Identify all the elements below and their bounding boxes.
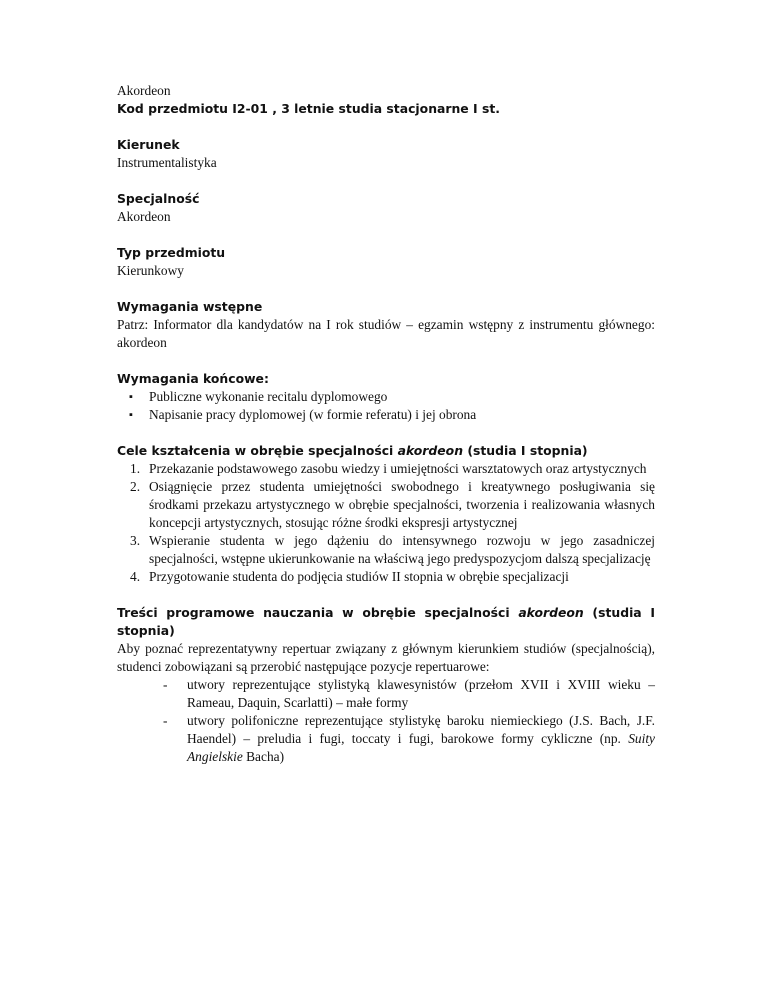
list-item: 2. Osiągnięcie przez studenta umiejętności swobodnego i kreatywnego posługiwania się środkami przekazu artystycznego w obrębie specjalności, tworzenia i realizowania własnych koncepcji artystycznych, stosując różne środki ekspresji artystycznej [130,479,655,530]
tresci-intro-text: Aby poznać reprezentatywny repertuar związany z głównym kierunkiem studiów (specjalnością), studenci zobowiązani są przerobić następujące pozycje repertuarowe: [117,641,655,674]
list-item: 4. Przygotowanie studenta do podjęcia studiów II stopnia w obrębie specjalizacji [130,569,569,584]
course-code-heading: Kod przedmiotu I2-01 , 3 letnie studia stacjonarne I st. [117,101,500,116]
kierunek-value: Instrumentalistyka [117,155,217,170]
typ-przedmiotu-value: Kierunkowy [117,263,184,278]
cele-ksztalcenia-heading: Cele kształcenia w obrębie specjalności akordeon (studia I stopnia) [117,443,588,458]
wymagania-koncowe-list [117,388,655,424]
typ-przedmiotu-label: Typ przedmiotu [117,245,226,260]
tresci-programowe-heading: Treści programowe nauczania w obrębie specjalności akordeon (studia I stopnia) [117,605,655,638]
wymagania-koncowe-label: Wymagania końcowe: [117,371,269,386]
document-title: Akordeon [117,83,171,98]
list-item: 3. Wspieranie studenta w jego dążeniu do intensywnego rozwoju w jego zasadniczej specjalności, wstępne ukierunkowanie na właściwą jego predyspozycjom dalszą specjalizację [130,533,655,566]
kierunek-label: Kierunek [117,137,180,152]
list-item: - utwory reprezentujące stylistyką klawesynistów (przełom XVII i XVIII wieku – Rameau, Daquin, Scarlatti) – małe formy [163,677,655,710]
cele-ksztalcenia-list [117,460,655,586]
list-item: - utwory polifoniczne reprezentujące stylistykę baroku niemieckiego (J.S. Bach, J.F. Haendel) – preludia i fugi, toccaty i fugi, barokowe formy cykliczne (np. Suity Angielskie Bacha) [163,713,655,764]
wymagania-wstepne-label: Wymagania wstępne [117,299,263,314]
list-item: ▪ Publiczne wykonanie recitalu dyplomowego [117,388,655,406]
specjalnosc-label: Specjalność [117,191,200,206]
list-item: ▪ Napisanie pracy dyplomowej (w formie referatu) i jej obrona [117,406,655,424]
specjalnosc-value: Akordeon [117,209,171,224]
document-page [117,82,655,766]
tresci-list [117,676,655,766]
list-item: 1. Przekazanie podstawowego zasobu wiedzy i umiejętności warsztatowych oraz artystycznych [130,461,647,476]
wymagania-wstepne-text: Patrz: Informator dla kandydatów na I rok studiów – egzamin wstępny z instrumentu głównego: akordeon [117,317,655,350]
